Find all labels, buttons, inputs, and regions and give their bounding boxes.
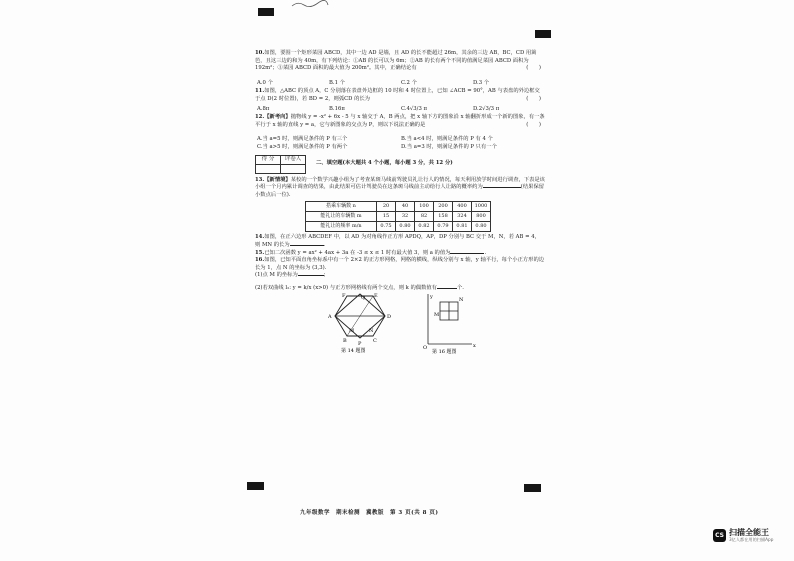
axis-label-y: y bbox=[430, 294, 433, 301]
sub-question-text: (2)若双曲线 l₂: y = k/x (x>0) 与正方形网格线有两个交点，则 k 的偶数值有 bbox=[255, 284, 437, 291]
answer-blank bbox=[483, 187, 521, 188]
sub-question-suffix: ; bbox=[323, 272, 326, 279]
question-10 bbox=[255, 50, 545, 87]
sub-question-suffix: 个. bbox=[456, 284, 464, 291]
figure-caption: 第 14 题图 bbox=[341, 348, 366, 355]
question-text: 如图，在正六边形 ABCDEF 中，以 AD 为对角线作正方形 APDQ，AP，DP 分别与 BC 交于 M，N，若 AB = 4，则 MN 的长为 bbox=[255, 234, 540, 248]
grader-cell bbox=[281, 164, 306, 173]
figures-area bbox=[255, 292, 545, 362]
score-table bbox=[255, 155, 306, 174]
vertex-label: F bbox=[342, 293, 346, 300]
option-b: B.16π bbox=[329, 105, 345, 112]
row-label: 搭乘车辆数 n bbox=[306, 202, 377, 212]
pen-scribble bbox=[290, 0, 330, 8]
option-d: D.3 个 bbox=[473, 79, 490, 86]
question-11 bbox=[255, 88, 545, 113]
watermark-text bbox=[729, 528, 773, 543]
answer-paren: ( ) bbox=[526, 95, 541, 102]
vertex-label: Q bbox=[361, 295, 366, 302]
vertex-label: A bbox=[328, 314, 332, 321]
table-cell: 20 bbox=[377, 202, 396, 212]
question-suffix: (结果保留小数点后一位). bbox=[255, 184, 545, 198]
question-text: 如图，要围一个矩形菜园 ABCD，其中一边 AD 是墙，且 AD 的长不能超过 26m，其余的三边 AB，BC，CD 用篱笆，且这三边的和为 40m，有下列结论：①AB 的长可以为 6m；②AB 的长有两个不同的值满足菜园 ABCD 面积为 192m²；③菜园 ABCD 面积的最大值为 200m²。其中，正确结论有 bbox=[255, 50, 537, 72]
question-number: 14. bbox=[255, 234, 265, 241]
table-cell: 1000 bbox=[472, 202, 491, 212]
table-cell: 200 bbox=[434, 202, 453, 212]
table-cell: 0.82 bbox=[415, 222, 434, 232]
frequency-table bbox=[305, 201, 491, 232]
option-d: D.2√3/3 π bbox=[473, 105, 500, 112]
table-cell: 158 bbox=[434, 212, 453, 222]
registration-mark-bottom-right bbox=[524, 484, 541, 492]
question-number: 13. bbox=[255, 176, 265, 183]
question-tag: 【新情境】 bbox=[264, 176, 291, 183]
watermark-title: 扫描全能王 bbox=[729, 528, 769, 537]
option-c: C.当 a>5 时，则满足条件的 P 有两个 bbox=[257, 143, 348, 150]
score-label: 得 分 bbox=[256, 155, 281, 164]
option-c: C.4√3/3 π bbox=[401, 105, 427, 112]
table-cell: 82 bbox=[415, 212, 434, 222]
table-cell: 800 bbox=[472, 212, 491, 222]
options-row bbox=[255, 136, 545, 144]
question-suffix: . bbox=[323, 241, 326, 248]
table-cell: 400 bbox=[453, 202, 472, 212]
option-c: C.2 个 bbox=[401, 79, 417, 86]
figure-14-hexagon bbox=[325, 292, 395, 354]
answer-paren: ( ) bbox=[526, 121, 541, 128]
registration-mark-top-left bbox=[258, 8, 274, 16]
question-text: 已知二次函数 y = ax² + 4ax + 3a 在 -3 ≤ x ≤ 1 时有最大值 3，则 a 的值为 bbox=[264, 249, 451, 256]
vertex-label: P bbox=[358, 341, 362, 348]
question-text: 如图，已知平面直角坐标系中有一个 2×2 的正方形网格，网格的横线，纵线分别与 x 轴，y 轴平行，每个小正方形的边长为 1，点 N 的坐标为 (3,3). bbox=[255, 257, 545, 271]
table-cell: 0.81 bbox=[453, 222, 472, 232]
row-label: 能礼让的频率 m/n bbox=[306, 222, 377, 232]
sub-question-2 bbox=[255, 285, 545, 293]
score-cell bbox=[256, 164, 281, 173]
question-text: 如图，△ABC 的顶点 A，C 分别落在表盘外边框的 10 时和 4 时位置上，已知 ∠ACB = 90°，AB 与表盘的外边框交于点 D(2 时位置)，若 BD = 2，则弧CD 的长为 bbox=[255, 88, 540, 102]
option-b: B.当 a<4 时，则满足条件的 P 有 4 个 bbox=[401, 136, 493, 143]
question-12 bbox=[255, 114, 545, 151]
options-row bbox=[255, 106, 545, 114]
watermark-subtitle: 3亿人都在用的扫描App bbox=[729, 537, 774, 542]
registration-mark-top-right bbox=[535, 30, 551, 38]
table-cell: 15 bbox=[377, 212, 396, 222]
question-number: 15. bbox=[255, 249, 265, 256]
table-row bbox=[306, 212, 491, 222]
question-tag: 【新考向】 bbox=[264, 114, 291, 121]
section-heading-row bbox=[255, 155, 545, 174]
answer-paren: ( ) bbox=[526, 65, 541, 72]
table-cell: 324 bbox=[453, 212, 472, 222]
table-cell: 100 bbox=[415, 202, 434, 212]
origin-label: O bbox=[423, 345, 428, 352]
table-cell: 32 bbox=[396, 212, 415, 222]
question-text: 某校的一个数学兴趣小组为了考查某斑马线前驾驶员礼让行人的情况，每天利用放学时间进行调查，下表是该小组一个月内累计调查的结果，由此结果可估计驾驶员在这条斑马线前主动给行人让路的概率约为 bbox=[255, 176, 545, 191]
answer-blank bbox=[290, 245, 324, 246]
vertex-label: C bbox=[373, 338, 377, 345]
table-cell: 40 bbox=[396, 202, 415, 212]
question-content bbox=[255, 50, 545, 362]
question-13 bbox=[255, 177, 545, 233]
point-label: M bbox=[434, 312, 440, 319]
question-suffix: . bbox=[484, 249, 487, 256]
question-14 bbox=[255, 234, 545, 249]
answer-blank bbox=[450, 253, 484, 254]
option-a: A.0 个 bbox=[257, 79, 273, 86]
options-row bbox=[255, 144, 545, 152]
answer-blank bbox=[437, 288, 457, 289]
point-label: N bbox=[459, 297, 464, 304]
question-number: 16. bbox=[255, 257, 265, 264]
figure-16-grid bbox=[420, 292, 480, 354]
scanner-watermark bbox=[713, 528, 773, 543]
section-title: 二、填空题(本大题共 4 个小题，每小题 3 分，共 12 分) bbox=[316, 160, 453, 167]
grader-label: 评卷人 bbox=[281, 155, 306, 164]
table-cell: 0.79 bbox=[434, 222, 453, 232]
row-label: 能礼让的车辆数 m bbox=[306, 212, 377, 222]
options-row bbox=[255, 80, 545, 88]
option-d: D.当 a=3 时，则满足条件的 P 只有一个 bbox=[401, 143, 497, 150]
figure-caption: 第 16 题图 bbox=[432, 349, 457, 355]
table-cell: 0.75 bbox=[377, 222, 396, 232]
table-cell: 0.80 bbox=[396, 222, 415, 232]
page-footer: 九年级数学 期末检测 冀教版 第 3 页(共 8 页) bbox=[300, 510, 439, 516]
sub-question-1 bbox=[255, 272, 545, 280]
table-row bbox=[306, 202, 491, 212]
question-number: 11. bbox=[255, 88, 265, 95]
sub-question-text: (1)点 M 的坐标为 bbox=[255, 272, 298, 279]
table-cell: 0.80 bbox=[472, 222, 491, 232]
axis-label-x: x bbox=[473, 343, 476, 350]
vertex-label: M bbox=[349, 328, 355, 335]
vertex-label: N bbox=[369, 328, 374, 335]
question-text: 抛物线 y = -x² + 6x - 5 与 x 轴交于 A，B 两点，把 x 轴下方的图象沿 x 轴翻折形成一个新的图象，有一条平行于 x 轴的直线 y = a，它与新图象的交点为 P，则以下说法正确的是 bbox=[255, 114, 545, 128]
camscanner-logo-icon: CS bbox=[713, 529, 726, 542]
vertex-label: E bbox=[374, 293, 378, 300]
answer-blank bbox=[298, 275, 324, 276]
registration-mark-bottom-left bbox=[247, 482, 264, 490]
option-b: B.1 个 bbox=[329, 79, 345, 86]
question-number: 12. bbox=[255, 114, 265, 121]
option-a: A.当 a=5 时，则满足条件的 P 有三个 bbox=[257, 136, 348, 143]
option-a: A.8π bbox=[257, 105, 270, 112]
vertex-label: B bbox=[343, 338, 347, 345]
question-15 bbox=[255, 250, 545, 258]
question-number: 10. bbox=[255, 50, 265, 56]
table-row bbox=[306, 222, 491, 232]
question-16 bbox=[255, 257, 545, 292]
vertex-label: D bbox=[387, 314, 392, 321]
